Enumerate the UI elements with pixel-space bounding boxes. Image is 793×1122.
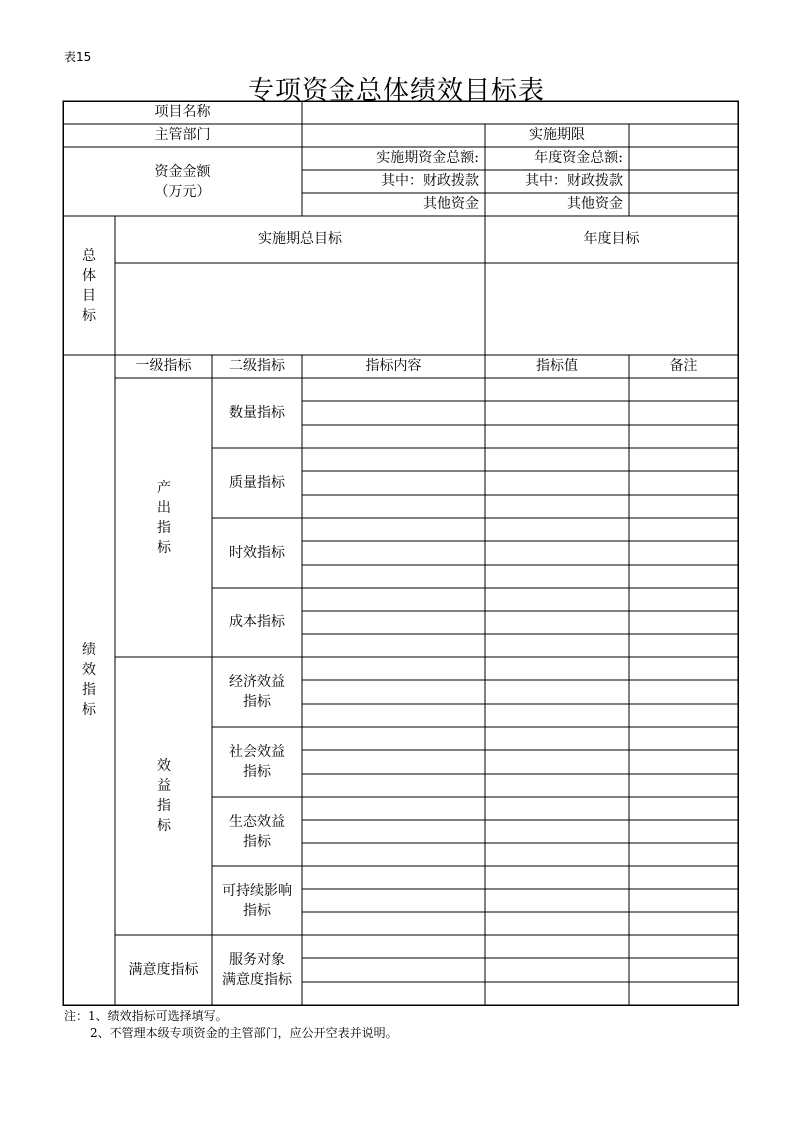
output-char: 指 bbox=[157, 519, 171, 536]
service-line: 满意度指标 bbox=[222, 972, 292, 988]
period-goal-header: 实施期总目标 bbox=[258, 231, 342, 247]
benefit-char: 益 bbox=[157, 778, 171, 794]
department-label: 主管部门 bbox=[154, 127, 211, 143]
output-char: 标 bbox=[157, 539, 171, 556]
quality-indicator-label: 质量指标 bbox=[229, 474, 285, 491]
col-level2-header: 二级指标 bbox=[229, 358, 285, 374]
annual-fiscal-label: 其中：财政拨款 bbox=[525, 173, 623, 189]
funds-amount-line2: （万元） bbox=[154, 183, 211, 200]
timeliness-indicator-label: 时效指标 bbox=[229, 544, 285, 561]
annual-goal-header: 年度目标 bbox=[583, 231, 640, 247]
social-benefit-label bbox=[212, 727, 302, 797]
footnotes bbox=[64, 1008, 398, 1042]
annual-other-label: 其他资金 bbox=[567, 196, 623, 212]
overall-goal-char: 标 bbox=[82, 307, 96, 324]
benefit-char: 指 bbox=[157, 798, 171, 814]
indicator-char: 绩 bbox=[82, 642, 96, 658]
indicator-char: 标 bbox=[82, 702, 96, 718]
footnote-2: 2、不管理本级专项资金的主管部门，应公开空表并说明。 bbox=[90, 1026, 398, 1040]
period-goal-field[interactable] bbox=[116, 264, 484, 354]
overall-goal-label bbox=[79, 216, 99, 355]
quantity-indicator-label: 数量指标 bbox=[229, 404, 285, 421]
output-char: 产 bbox=[157, 479, 171, 496]
col-value-header: 指标值 bbox=[536, 358, 578, 374]
col-level1-header: 一级指标 bbox=[135, 358, 192, 374]
period-other-label: 其他资金 bbox=[423, 196, 479, 212]
period-fiscal-label: 其中：财政拨款 bbox=[381, 173, 479, 189]
ecological-line: 指标 bbox=[243, 833, 271, 850]
overall-goal-char: 体 bbox=[82, 267, 96, 284]
col-content-header: 指标内容 bbox=[365, 358, 422, 374]
period-field[interactable] bbox=[630, 124, 738, 147]
footnote-1: 注：1、绩效指标可选择填写。 bbox=[64, 1009, 228, 1023]
service-line: 服务对象 bbox=[229, 952, 285, 968]
performance-indicator-label bbox=[79, 355, 99, 1005]
output-char: 出 bbox=[157, 499, 171, 516]
ecological-benefit-label bbox=[212, 797, 302, 866]
period-total-label: 实施期资金总额: bbox=[376, 150, 479, 166]
indicator-char: 效 bbox=[82, 662, 96, 678]
project-name-label: 项目名称 bbox=[154, 104, 211, 120]
sustainable-line: 可持续影响 bbox=[222, 882, 292, 899]
economic-benefit-label bbox=[212, 657, 302, 727]
project-name-field[interactable] bbox=[303, 101, 738, 124]
indicator-char: 指 bbox=[82, 682, 96, 698]
overall-goal-char: 目 bbox=[82, 287, 96, 304]
economic-line: 指标 bbox=[243, 694, 271, 710]
service-satisfaction-label bbox=[212, 935, 302, 1005]
benefit-char: 效 bbox=[157, 758, 171, 774]
economic-line: 经济效益 bbox=[229, 674, 285, 690]
page-title: 专项资金总体绩效目标表 bbox=[247, 76, 545, 106]
social-line: 指标 bbox=[243, 764, 271, 780]
annual-total-label: 年度资金总额: bbox=[534, 150, 623, 166]
sustainable-line: 指标 bbox=[243, 902, 271, 919]
annual-goal-field[interactable] bbox=[486, 264, 737, 354]
satisfaction-indicator-label: 满意度指标 bbox=[128, 961, 199, 978]
period-label: 实施期限 bbox=[529, 127, 585, 143]
cost-indicator-label: 成本指标 bbox=[229, 614, 285, 630]
ecological-line: 生态效益 bbox=[229, 813, 285, 830]
overall-goal-char: 总 bbox=[82, 247, 96, 264]
output-indicator-label bbox=[154, 378, 174, 657]
benefit-indicator-label bbox=[154, 657, 174, 935]
col-remark-header: 备注 bbox=[669, 358, 698, 374]
sustainable-impact-label bbox=[212, 866, 302, 935]
social-line: 社会效益 bbox=[229, 744, 285, 760]
funds-amount-label bbox=[63, 147, 302, 216]
table-number: 表15 bbox=[64, 50, 92, 64]
funds-amount-line1: 资金金额 bbox=[154, 163, 211, 180]
department-field[interactable] bbox=[303, 124, 485, 147]
benefit-char: 标 bbox=[157, 818, 171, 834]
